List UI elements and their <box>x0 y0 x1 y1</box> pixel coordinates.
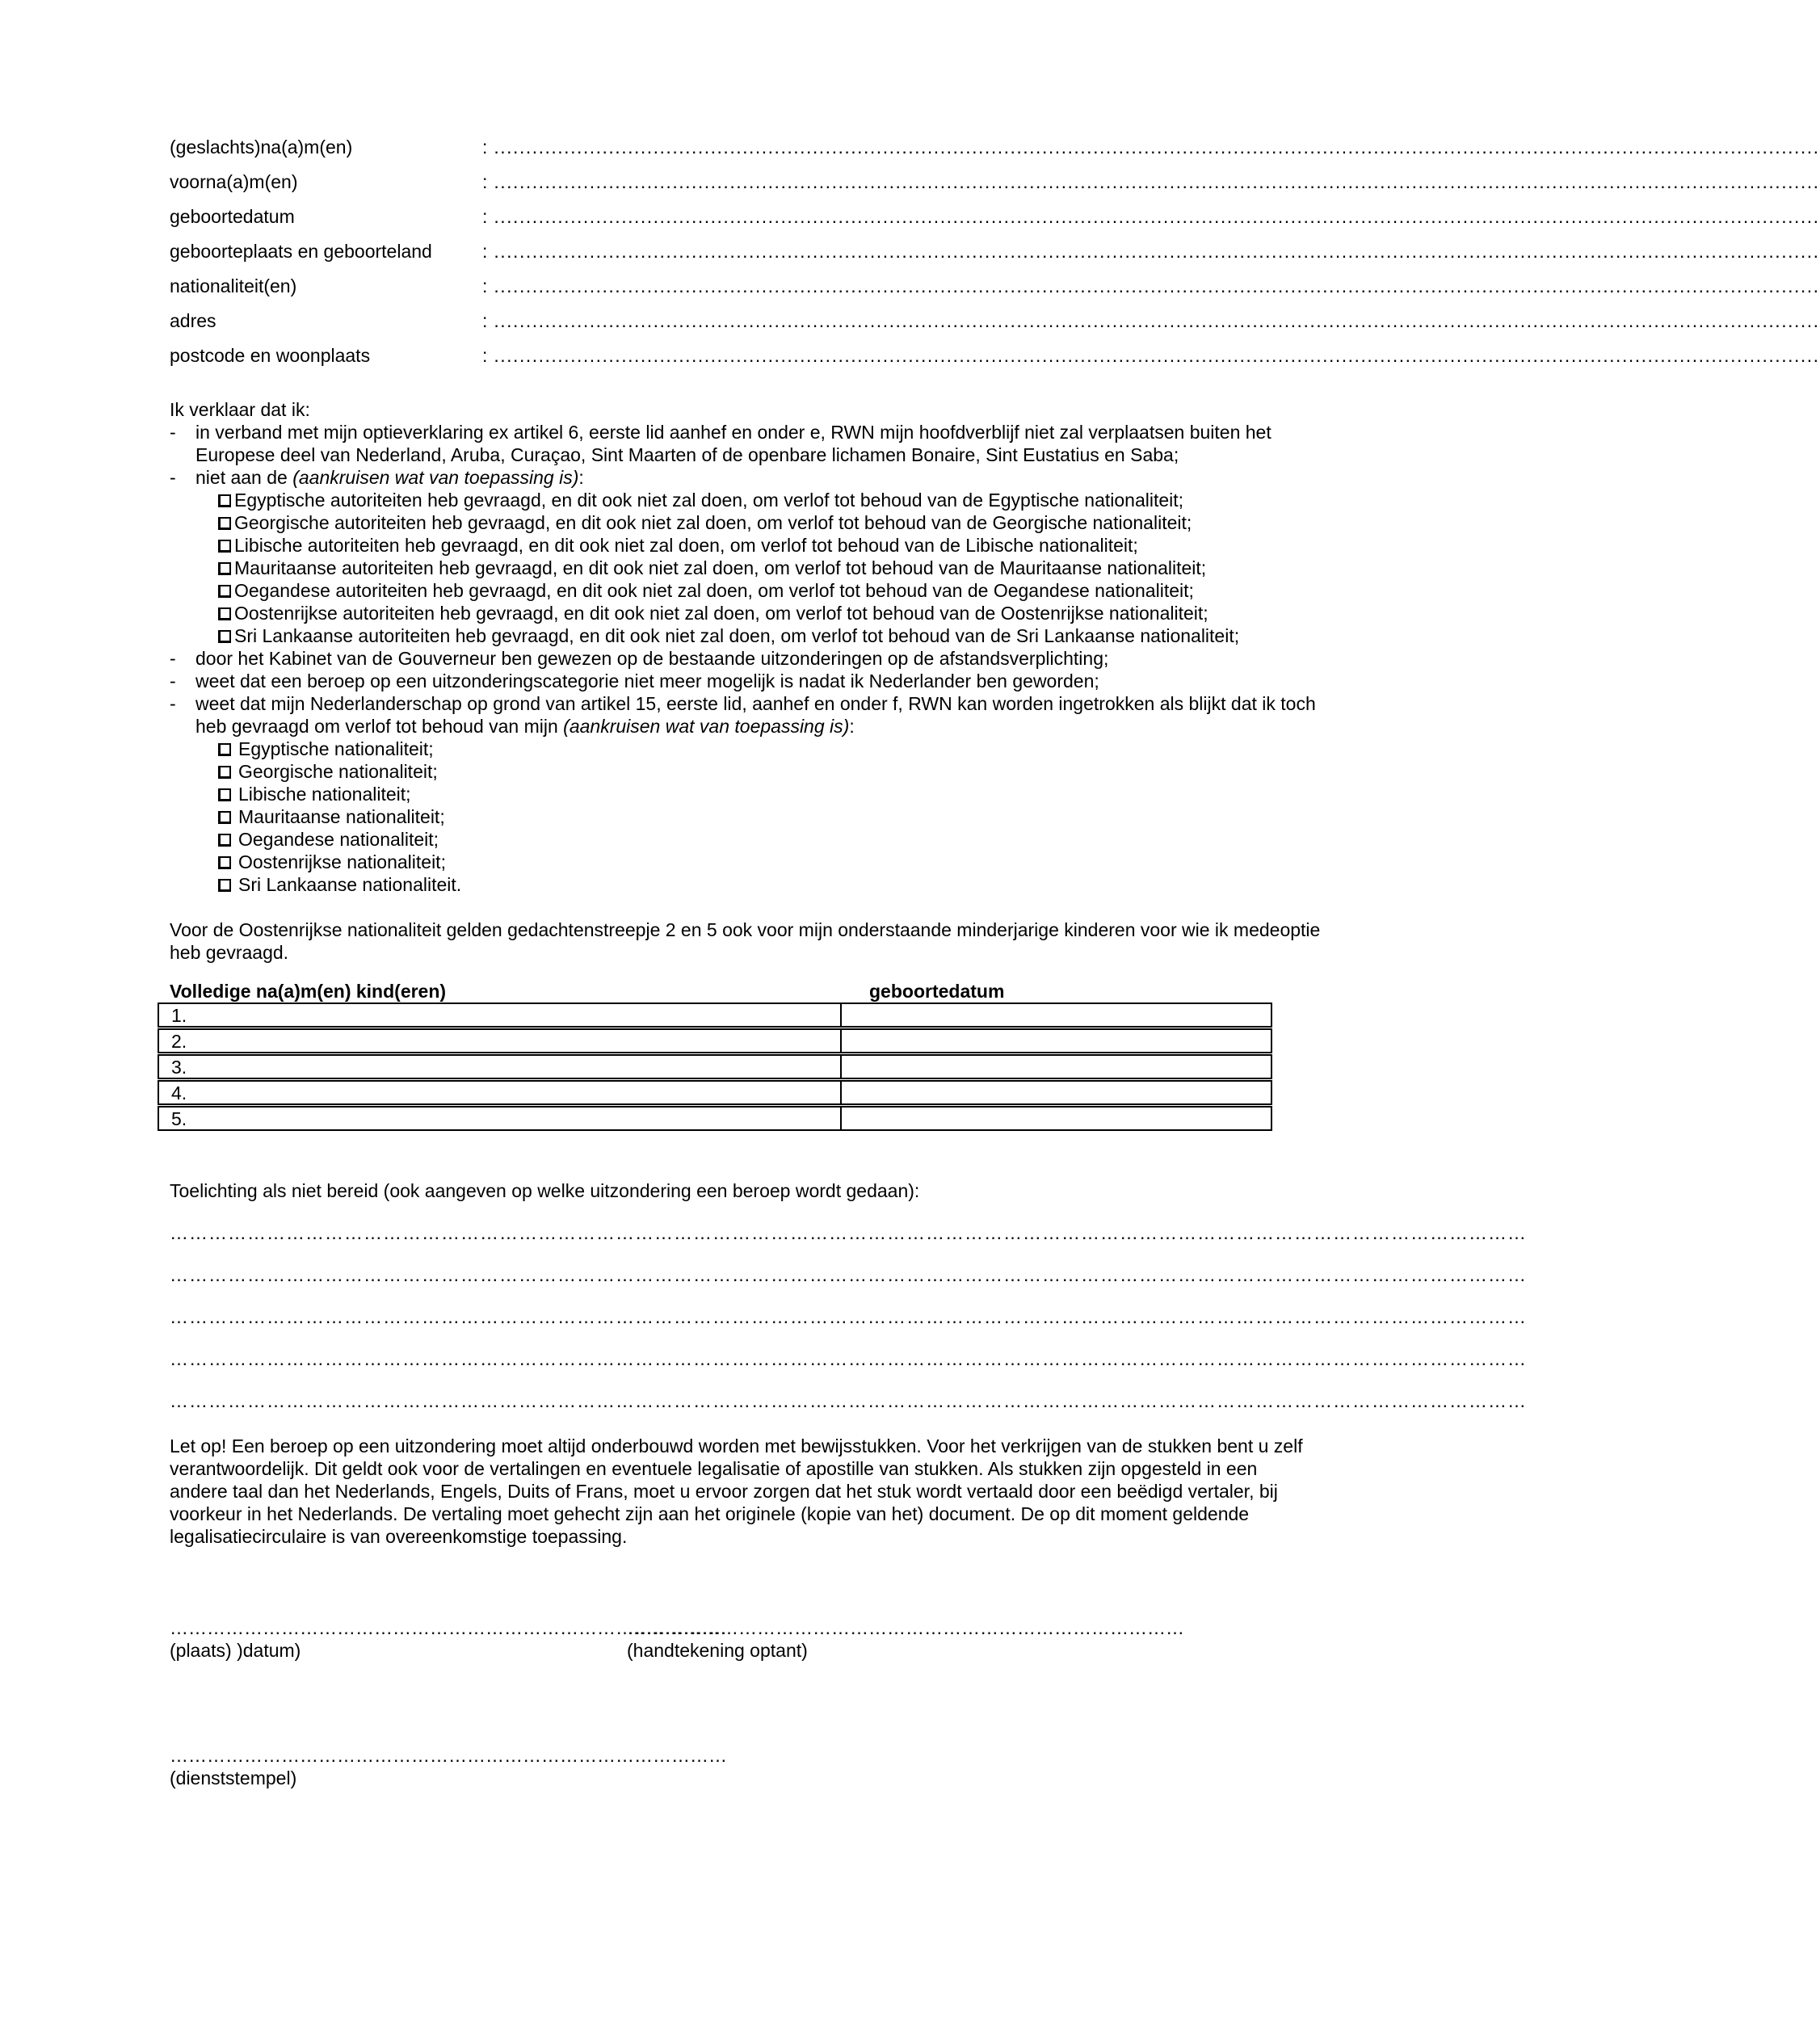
table-row <box>158 1028 1272 1053</box>
signature-line[interactable]: ……………………………………………………………………………… <box>627 1617 1184 1638</box>
checkbox-item-libyan-authorities <box>218 534 1349 557</box>
children-table-headers <box>158 980 1272 1002</box>
field-colon: : <box>482 345 488 366</box>
declaration-item-text: niet aan de <box>195 467 293 488</box>
checkbox-label: Oegandese nationaliteit; <box>238 829 439 850</box>
children-table <box>158 1002 1272 1131</box>
checkbox-item-egyptian-nationality <box>218 738 1349 760</box>
personal-fields <box>170 136 1820 379</box>
field-colon: : <box>482 241 488 262</box>
checkbox-icon[interactable] <box>218 766 231 779</box>
checkbox-icon[interactable] <box>218 856 231 869</box>
checkbox-icon[interactable] <box>218 517 231 530</box>
table-row <box>158 1080 1272 1105</box>
child-birthdate-cell[interactable] <box>842 1108 1271 1129</box>
checkbox-icon[interactable] <box>218 811 231 824</box>
austria-note: Voor de Oostenrijkse nationaliteit gelden gedachtenstreepje 2 en 5 ook voor mijn onderstaande minderjarige kinderen voor wie ik medeoptie heb gevraagd. <box>170 919 1321 963</box>
checkbox-label: Oegandese autoriteiten heb gevraagd, en dit ook niet zal doen, om verlof tot behoud van de Oegandese nationaliteit; <box>234 580 1194 601</box>
nationality-checkbox-list <box>218 738 1349 896</box>
declaration-item-text: in verband met mijn optieverklaring ex artikel 6, eerste lid aanhef en onder e, RWN mijn hoofdverblijf niet zal verplaatsen buiten het Europese deel van Nederland, Aruba, Curaçao, Sint Maarten of de openbare lichamen Bonaire, Sint Eustatius en Saba; <box>195 422 1271 465</box>
checkbox-icon[interactable] <box>218 540 231 553</box>
child-name-cell[interactable]: 1. <box>159 1004 842 1026</box>
dash-bullet: - <box>170 422 176 443</box>
checkbox-label: Mauritaanse nationaliteit; <box>238 806 445 827</box>
field-label: voorna(a)m(en) <box>170 171 298 192</box>
checkbox-icon[interactable] <box>218 494 231 507</box>
checkbox-item-libyan-nationality <box>218 783 1349 805</box>
declaration-item-exception <box>170 670 1349 692</box>
field-colon: : <box>482 137 488 158</box>
child-name-cell[interactable]: 2. <box>159 1030 842 1052</box>
field-label: nationaliteit(en) <box>170 275 297 296</box>
checkbox-label: Sri Lankaanse nationaliteit. <box>238 874 462 895</box>
nationality-input-area[interactable]: ................................................................................................................................................................................................................ <box>494 275 1820 296</box>
place-date-line[interactable]: ……………………………………………………………………………… <box>170 1617 727 1638</box>
children-names-header: Volledige na(a)m(en) kind(eren) <box>170 981 447 1002</box>
dash-bullet: - <box>170 693 176 714</box>
checkbox-label: Mauritaanse autoriteiten heb gevraagd, en dit ook niet zal doen, om verlof tot behoud van de Mauritaanse nationaliteit; <box>234 557 1207 578</box>
signature-label: (handtekening optant) <box>627 1640 808 1661</box>
field-row <box>170 136 1820 170</box>
checkbox-icon[interactable] <box>218 585 231 598</box>
declaration-intro: Ik verklaar dat ik: <box>170 399 310 420</box>
toelichting-write-area <box>170 1221 1527 1412</box>
toelichting-line[interactable]: ………………………………………………………………………………………………………………………………………………………………………………………… <box>170 1264 1527 1285</box>
stamp-label: (dienststempel) <box>170 1767 297 1789</box>
authorities-checkbox-list <box>218 489 1349 647</box>
field-colon: : <box>482 310 488 331</box>
checkbox-label: Sri Lankaanse autoriteiten heb gevraagd, en dit ook niet zal doen, om verlof tot behoud van de Sri Lankaanse nationaliteit; <box>234 625 1240 646</box>
stamp-line[interactable]: ……………………………………………………………………………… <box>170 1745 727 1766</box>
checkbox-label: Libische nationaliteit; <box>238 784 411 805</box>
table-row <box>158 1106 1272 1131</box>
surname-input-area[interactable]: ................................................................................................................................................................................................................ <box>494 137 1820 158</box>
postcode-input-area[interactable]: ................................................................................................................................................................................................................ <box>494 345 1820 366</box>
checkbox-label: Oostenrijkse nationaliteit; <box>238 851 446 872</box>
toelichting-label: Toelichting als niet bereid (ook aangeven op welke uitzondering een beroep wordt gedaan): <box>170 1180 920 1201</box>
child-birthdate-cell[interactable] <box>842 1056 1271 1078</box>
checkbox-icon[interactable] <box>218 607 231 620</box>
field-label: geboortedatum <box>170 206 295 227</box>
children-table-section <box>170 980 1349 1131</box>
checkbox-item-mauritanian-nationality <box>218 805 1349 828</box>
field-label: (geslachts)na(a)m(en) <box>170 137 353 158</box>
field-label: postcode en woonplaats <box>170 345 371 366</box>
declaration-item-text: : <box>849 716 855 737</box>
checkbox-item-ugandan-authorities <box>218 579 1349 602</box>
checkbox-label: Georgische nationaliteit; <box>238 761 438 782</box>
instruction-italic: (aankruisen wat van toepassing is) <box>292 467 579 488</box>
declaration-item-revocation <box>170 692 1349 738</box>
child-birthdate-cell[interactable] <box>842 1082 1271 1103</box>
checkbox-item-ugandan-nationality <box>218 828 1349 851</box>
checkbox-item-georgian-authorities <box>218 511 1349 534</box>
firstname-input-area[interactable]: ................................................................................................................................................................................................................ <box>494 171 1820 192</box>
checkbox-icon[interactable] <box>218 630 231 643</box>
child-birthdate-cell[interactable] <box>842 1030 1271 1052</box>
field-colon: : <box>482 206 488 227</box>
checkbox-label: Georgische autoriteiten heb gevraagd, en dit ook niet zal doen, om verlof tot behoud van de Georgische nationaliteit; <box>234 512 1192 533</box>
toelichting-line[interactable]: ………………………………………………………………………………………………………………………………………………………………………………………… <box>170 1222 1527 1243</box>
checkbox-item-srilankan-nationality <box>218 873 1349 896</box>
birthdate-header: geboortedatum <box>869 981 1005 1002</box>
birthplace-input-area[interactable]: ................................................................................................................................................................................................................ <box>494 241 1820 262</box>
checkbox-item-mauritanian-authorities <box>218 557 1349 579</box>
checkbox-icon[interactable] <box>218 562 231 575</box>
table-row <box>158 1002 1272 1028</box>
field-colon: : <box>482 171 488 192</box>
checkbox-icon[interactable] <box>218 879 231 892</box>
table-row <box>158 1054 1272 1079</box>
field-row <box>170 275 1820 309</box>
toelichting-line[interactable]: ………………………………………………………………………………………………………………………………………………………………………………………… <box>170 1306 1527 1327</box>
checkbox-icon[interactable] <box>218 743 231 756</box>
declaration-item-text: weet dat een beroep op een uitzonderingscategorie niet meer mogelijk is nadat ik Nederlander ben geworden; <box>195 670 1099 691</box>
field-label: adres <box>170 310 216 331</box>
field-row <box>170 344 1820 379</box>
checkbox-label: Egyptische autoriteiten heb gevraagd, en dit ook niet zal doen, om verlof tot behoud van de Egyptische nationaliteit; <box>234 490 1184 511</box>
signature-section <box>170 1616 1349 1662</box>
field-row <box>170 309 1820 344</box>
toelichting-line[interactable]: ………………………………………………………………………………………………………………………………………………………………………………………… <box>170 1348 1527 1369</box>
birthdate-input-area[interactable]: ................................................................................................................................................................................................................ <box>494 206 1820 227</box>
child-name-cell[interactable]: 3. <box>159 1056 842 1078</box>
checkbox-item-srilankan-authorities <box>218 624 1349 647</box>
checkbox-label: Egyptische nationaliteit; <box>238 738 434 759</box>
declaration-item-text: door het Kabinet van de Gouverneur ben gewezen op de bestaande uitzonderingen op de afstandsverplichting; <box>195 648 1109 669</box>
field-colon: : <box>482 275 488 296</box>
address-input-area[interactable]: ................................................................................................................................................................................................................ <box>494 310 1820 331</box>
child-birthdate-cell[interactable] <box>842 1004 1271 1026</box>
checkbox-icon[interactable] <box>218 788 231 801</box>
checkbox-item-georgian-nationality <box>218 760 1349 783</box>
field-row <box>170 170 1820 205</box>
field-row <box>170 205 1820 240</box>
toelichting-line[interactable]: ………………………………………………………………………………………………………………………………………………………………………………………… <box>170 1390 1527 1411</box>
child-name-cell[interactable]: 4. <box>159 1082 842 1103</box>
checkbox-label: Libische autoriteiten heb gevraagd, en dit ook niet zal doen, om verlof tot behoud van de Libische nationaliteit; <box>234 535 1138 556</box>
declaration-section <box>170 398 1349 896</box>
stamp-block <box>170 1744 727 1789</box>
checkbox-item-austrian-nationality <box>218 851 1349 873</box>
declaration-item-text: : <box>578 467 584 488</box>
dash-bullet: - <box>170 670 176 691</box>
checkbox-icon[interactable] <box>218 834 231 847</box>
field-row <box>170 240 1820 275</box>
dash-bullet: - <box>170 648 176 669</box>
declaration-item-kabinet <box>170 647 1349 670</box>
declaration-item-not-requested <box>170 466 1349 489</box>
instruction-italic: (aankruisen wat van toepassing is) <box>563 716 850 737</box>
field-label: geboorteplaats en geboorteland <box>170 241 432 262</box>
place-date-label: (plaats) )datum) <box>170 1640 301 1661</box>
dash-bullet: - <box>170 467 176 488</box>
checkbox-item-egyptian-authorities <box>218 489 1349 511</box>
declaration-item-residence <box>170 421 1349 466</box>
checkbox-item-austrian-authorities <box>218 602 1349 624</box>
signature-block <box>627 1616 1184 1662</box>
child-name-cell[interactable]: 5. <box>159 1108 842 1129</box>
declaration-item-text: weet dat mijn Nederlanderschap op grond van artikel 15, eerste lid, aanhef en onder f, RWN kan worden ingetrokken als blijkt dat ik toch heb gevraagd om verlof tot behoud van mijn <box>195 693 1316 737</box>
checkbox-label: Oostenrijkse autoriteiten heb gevraagd, en dit ook niet zal doen, om verlof tot behoud van de Oostenrijkse nationaliteit; <box>234 603 1208 624</box>
letop-paragraph: Let op! Een beroep op een uitzondering moet altijd onderbouwd worden met bewijsstukken. Voor het verkrijgen van de stukken bent u zelf verantwoordelijk. Dit geldt ook voor de vertalingen en eventuele legalisatie of apostille van stukken. Als stukken zijn opgesteld in een andere taal dan het Nederlands, Engels, Duits of Frans, moet u ervoor zorgen dat het stuk wordt vertaald door een beëdigd vertaler, bij voorkeur in het Nederlands. De vertaling moet gehecht zijn aan het originele (kopie van het) document. De op dit moment geldende legalisatiecirculaire is van overeenkomstige toepassing. <box>170 1435 1303 1547</box>
